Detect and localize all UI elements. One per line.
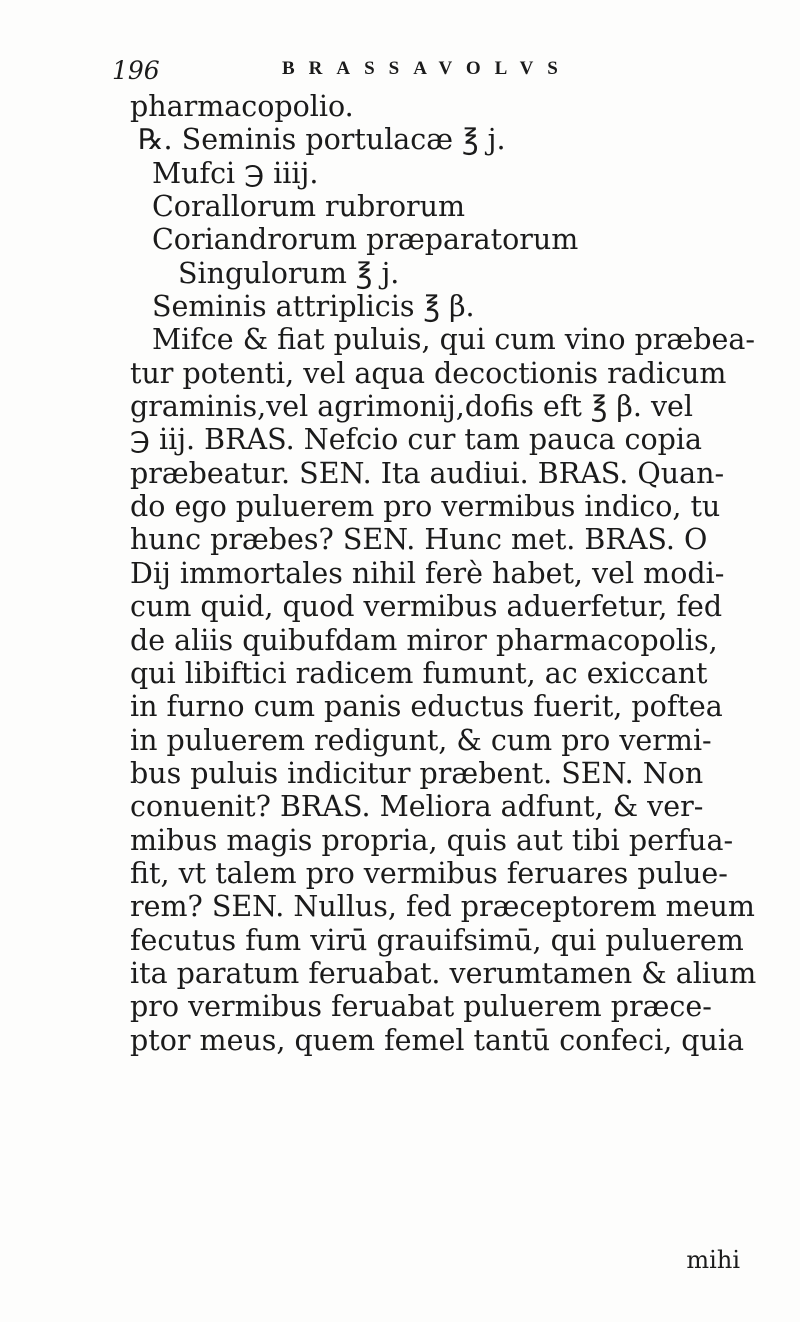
text-line: ptor meus, quem femel tantū confeci, quia xyxy=(130,1023,745,1057)
catchword: mihi xyxy=(686,1246,740,1274)
text-line: bus puluis indicitur præbent. SEN. Non xyxy=(130,756,704,790)
text-line: pharmacopolio. xyxy=(130,90,354,123)
text-block xyxy=(130,90,770,1057)
text-line: mibus magis propria, quis aut tibi perfua- xyxy=(130,823,734,857)
page-header xyxy=(0,52,800,92)
text-line: de aliis quibufdam miror pharmacopolis, xyxy=(130,623,718,657)
text-line: Corallorum rubrorum xyxy=(152,190,466,224)
text-line: Mifce & fiat puluis, qui cum vino præbea- xyxy=(152,323,755,357)
text-line: cum quid, quod vermibus aduerfetur, fed xyxy=(130,590,723,624)
text-line: ℈ iij. BRAS. Nefcio cur tam pauca copia xyxy=(130,423,703,457)
text-line: in furno cum panis eductus fuerit, poftea xyxy=(130,690,723,724)
text-line: conuenit? BRAS. Meliora adfunt, & ver- xyxy=(130,790,704,824)
text-line: rem? SEN. Nullus, fed præceptorem meum xyxy=(130,890,755,924)
text-line: ita paratum feruabat. verumtamen & alium xyxy=(130,956,757,990)
text-line: Singulorum ℥ j. xyxy=(178,256,400,290)
text-line: graminis,vel agrimonij,dofis eft ℥ β. vel xyxy=(130,390,694,424)
text-line: in puluerem redigunt, & cum pro vermi- xyxy=(130,723,712,757)
text-line: fit, vt talem pro vermibus feruares pulue- xyxy=(130,856,728,890)
text-line: Seminis attriplicis ℥ β. xyxy=(152,290,475,324)
text-line: hunc præbes? SEN. Hunc met. BRAS. O xyxy=(130,523,708,557)
running-head: BRASSAVOLVS xyxy=(282,58,572,79)
text-line: præbeatur. SEN. Ita audiui. BRAS. Quan- xyxy=(130,456,725,490)
text-line: qui libiftici radicem fumunt, ac exiccant xyxy=(130,656,708,690)
text-line: do ego puluerem pro vermibus indico, tu xyxy=(130,490,721,524)
text-line: Coriandrorum præparatorum xyxy=(152,223,579,257)
text-line: Dij immortales nihil ferè habet, vel modi- xyxy=(130,556,725,590)
text-line: fecutus fum virū grauifsimū, qui puluerem xyxy=(130,923,744,957)
page-number: 196 xyxy=(112,56,160,85)
text-line: tur potenti, vel aqua decoctionis radicum xyxy=(130,356,727,390)
text-line: ℞. Seminis portulacæ ℥ j. xyxy=(138,123,506,157)
text-line: pro vermibus feruabat puluerem præce- xyxy=(130,990,712,1024)
text-line: Mufci ℈ iiij. xyxy=(152,156,319,190)
